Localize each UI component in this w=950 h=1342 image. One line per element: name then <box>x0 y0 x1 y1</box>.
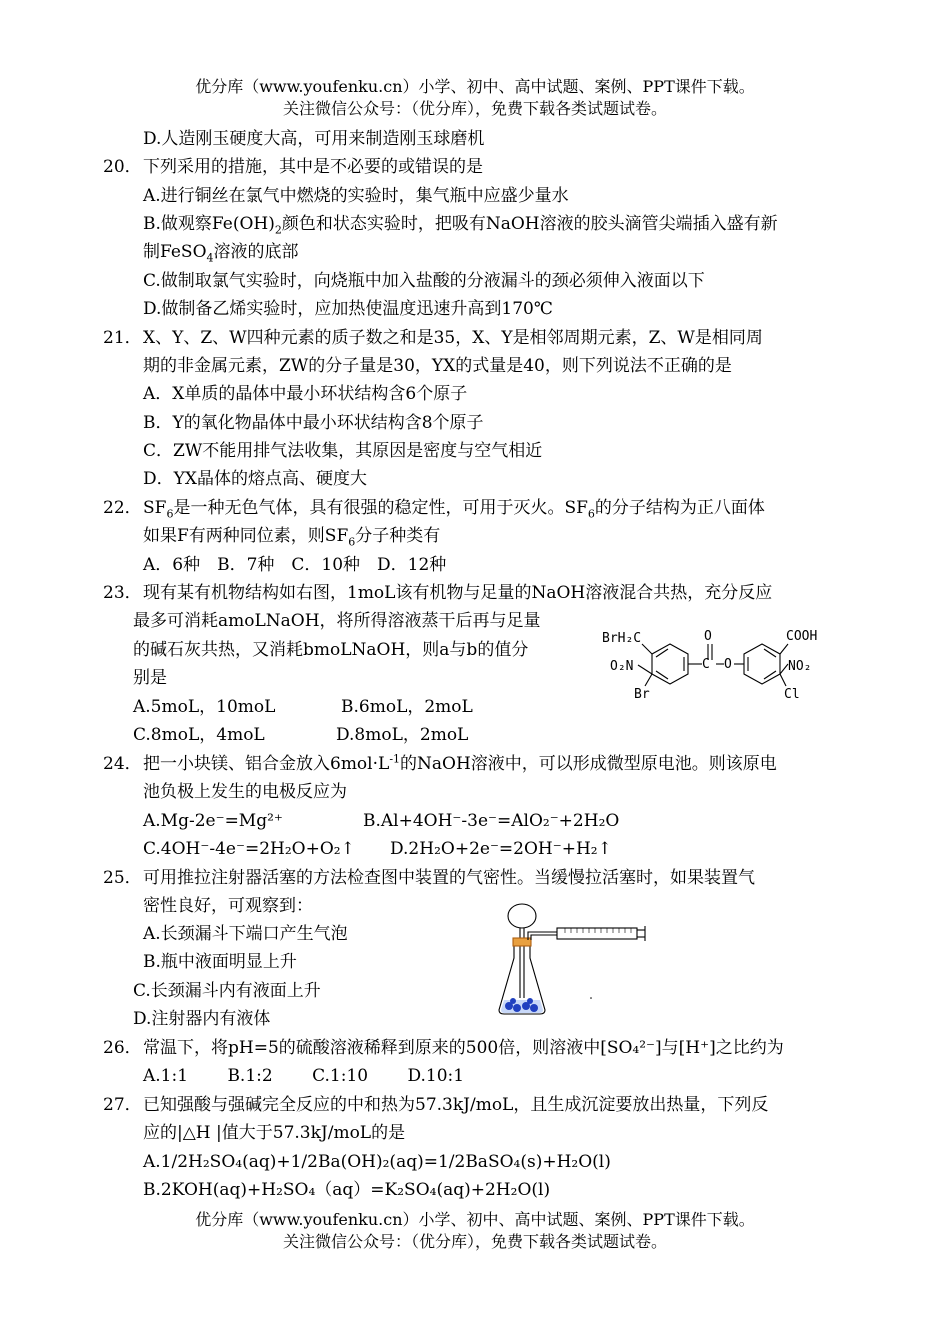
subscript: 6 <box>348 535 356 549</box>
q24-stem-line2: 池负极上发生的电极反应为 <box>143 782 347 802</box>
delivery-tube <box>528 932 557 940</box>
q23-stem-line3: 的碱石灰共热，又消耗bmoLNaOH，则a与b的值分 <box>133 640 529 660</box>
q24-number: 24． <box>103 754 142 774</box>
q26-options: A.1:1 B.1:2 C.1:10 D.10:1 <box>143 1066 465 1086</box>
q19-option-d: D.人造刚玉硬度大高，可用来制造刚玉球磨机 <box>143 129 485 149</box>
label-br: Br <box>634 687 650 702</box>
q24-option-a: A.Mg-2e⁻=Mg²⁺ <box>143 811 283 831</box>
q25-option-a: A.长颈漏斗下端口产生气泡 <box>143 924 348 944</box>
subscript: 4 <box>206 251 214 265</box>
q23-option-d: D.8moL，2moL <box>336 725 469 745</box>
q25-apparatus-figure <box>495 900 655 1018</box>
q20-option-a: A.进行铜丝在氯气中燃烧的实验时，集气瓶中应盛少量水 <box>143 186 569 206</box>
subscript: 6 <box>587 507 595 521</box>
q20-option-c: C.做制取氯气实验时，向烧瓶中加入盐酸的分液漏斗的颈必须伸入液面以下 <box>143 271 705 291</box>
q25-number: 25． <box>103 868 142 888</box>
q24-option-d: D.2H₂O+2e⁻=2OH⁻+H₂↑ <box>390 839 612 859</box>
footer-line-1: 优分库（www.youfenku.cn）小学、初中、高中试题、案例、PPT课件下载。 <box>195 1210 755 1229</box>
q20-option-d: D.做制备乙烯实验时，应加热使温度迅速升高到170℃ <box>143 299 553 319</box>
q27-stem-line2: 应的|△H |值大于57.3kJ/moL的是 <box>143 1123 406 1143</box>
q23-stem-line4: 别是 <box>133 668 167 688</box>
text-run: B.做观察Fe(OH) <box>143 214 275 234</box>
q21-number: 21． <box>103 328 142 348</box>
text-run: 溶液的底部 <box>213 242 299 262</box>
text-run: 的NaOH溶液中，可以形成微型原电池。则该原电 <box>400 754 777 774</box>
label-cl: Cl <box>784 687 800 702</box>
q22-stem-line2 <box>143 524 440 548</box>
q22-options: A．6种 B．7种 C．10种 D．12种 <box>143 555 447 575</box>
q24-option-c: C.4OH⁻-4e⁻=2H₂O+O₂↑ <box>143 839 355 859</box>
funnel-bulb <box>508 904 536 928</box>
label-o-carbonyl: O <box>704 629 712 644</box>
text-run: 把一小块镁、铝合金放入6mol·L <box>143 754 390 774</box>
left-benzene-ring <box>652 644 688 684</box>
q23-number: 23． <box>103 583 142 603</box>
label-brh2c: BrH₂C <box>602 631 642 646</box>
text-run: 分子种类有 <box>355 526 441 546</box>
q21-option-a: A．X单质的晶体中最小环状结构含6个原子 <box>143 384 468 404</box>
q23-stem-line2: 最多可消耗amoLNaOH，将所得溶液蒸干后再与足量 <box>133 611 541 631</box>
q20-number: 20． <box>103 157 142 177</box>
footer-line-2: 关注微信公众号：（优分库），免费下载各类试题试卷。 <box>282 1232 667 1251</box>
superscript: -1 <box>389 752 401 766</box>
q21-option-d: D．YX晶体的熔点高、硬度大 <box>143 469 367 489</box>
text-run: 的分子结构为正八面体 <box>594 498 765 518</box>
subscript: 2 <box>274 223 282 237</box>
q21-stem-line1: X、Y、Z、W四种元素的质子数之和是35，X、Y是相邻周期元素，Z、W是相同周 <box>143 328 763 348</box>
label-c: C <box>702 657 710 672</box>
label-o2n: O₂N <box>610 659 634 674</box>
q20-option-b-line1 <box>143 212 778 236</box>
q24-option-b: B.Al+4OH⁻-3e⁻=AlO₂⁻+2H₂O <box>363 811 620 831</box>
q26-stem: 常温下，将pH=5的硫酸溶液稀释到原来的500倍，则溶液中[SO₄²⁻]与[H⁺]之比约为 <box>143 1038 784 1058</box>
q23-structure-figure <box>600 622 850 706</box>
text-run: 如果F有两种同位素，则SF <box>143 526 349 546</box>
q25-option-d: D.注射器内有液体 <box>133 1009 271 1029</box>
right-benzene-ring <box>744 644 780 684</box>
q22-number: 22． <box>103 498 142 518</box>
q23-option-a: A.5moL，10moL <box>133 697 276 717</box>
q23-option-b: B.6moL，2moL <box>341 697 473 717</box>
q27-number: 27． <box>103 1095 142 1115</box>
header-line-2: 关注微信公众号：（优分库），免费下载各类试题试卷。 <box>282 99 667 118</box>
label-cooh: COOH <box>786 629 818 644</box>
q27-option-a: A.1/2H₂SO₄(aq)+1/2Ba(OH)₂(aq)=1/2BaSO₄(s)+H₂O(l) <box>143 1152 611 1172</box>
subscript: 6 <box>166 507 174 521</box>
q25-option-c: C.长颈漏斗内有液面上升 <box>133 981 321 1001</box>
q22-stem-line1 <box>143 496 765 520</box>
label-no2: NO₂ <box>788 659 812 674</box>
label-o-ester: O <box>724 657 732 672</box>
q20-option-b-line2 <box>143 240 299 264</box>
q21-stem-line2: 期的非金属元素，ZW的分子量是30，YX的式量是40，则下列说法不正确的是 <box>143 356 732 376</box>
text-run: 制FeSO <box>143 242 207 262</box>
q21-option-c: C．ZW不能用排气法收集，其原因是密度与空气相近 <box>143 441 543 461</box>
q21-option-b: B．Y的氧化物晶体中最小环状结构含8个原子 <box>143 413 484 433</box>
q26-number: 26． <box>103 1038 142 1058</box>
text-run: 是一种无色气体，具有很强的稳定性，可用于灭火。SF <box>173 498 588 518</box>
syringe-scale <box>565 928 631 933</box>
q25-option-b: B.瓶中液面明显上升 <box>143 952 297 972</box>
q24-stem-line1 <box>143 752 777 776</box>
text-run: 颜色和状态实验时，把吸有NaOH溶液的胶头滴管尖端插入盛有新 <box>281 214 778 234</box>
text-run: SF <box>143 498 167 518</box>
header-line-1: 优分库（www.youfenku.cn）小学、初中、高中试题、案例、PPT课件下载。 <box>195 77 755 96</box>
q27-option-b: B.2KOH(aq)+H₂SO₄（aq）=K₂SO₄(aq)+2H₂O(l) <box>143 1180 551 1200</box>
q20-stem: 下列采用的措施，其中是不必要的或错误的是 <box>143 157 483 177</box>
q27-stem-line1: 已知强酸与强碱完全反应的中和热为57.3kJ/moL，且生成沉淀要放出热量，下列反 <box>143 1095 769 1115</box>
q25-stem-line1: 可用推拉注射器活塞的方法检查图中装置的气密性。当缓慢拉活塞时，如果装置气 <box>143 868 755 888</box>
q23-option-c: C.8moL，4moL <box>133 725 265 745</box>
q25-stem-line2: 密性良好，可观察到： <box>143 896 313 916</box>
q23-stem-line1: 现有某有机物结构如右图，1moL该有机物与足量的NaOH溶液混合共热，充分反应 <box>143 583 773 603</box>
